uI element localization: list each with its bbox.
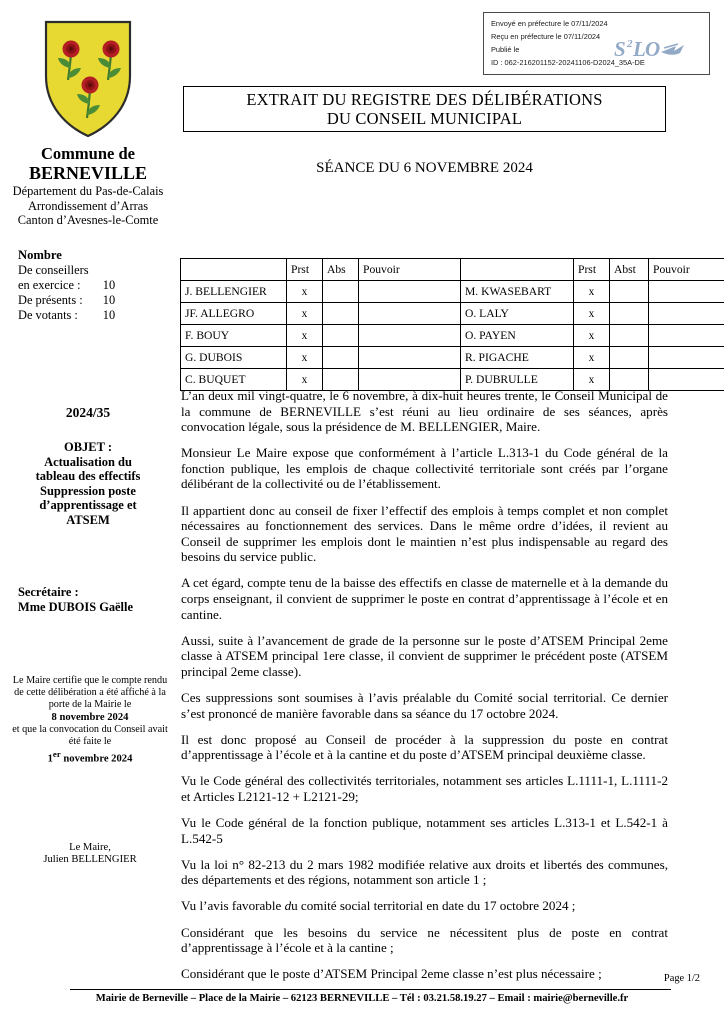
body-paragraph-3: Il appartient donc au conseil de fixer l’effectif des emplois à temps complet et non complet nécessaires au fonctionnement des services. Dans le même ordre d’idées, il revient au Conseil de supprimer les emplois dont le maintien n’est plus indispensable au regard des besoins du service public. — [181, 502, 668, 565]
count-label: De votants : — [18, 307, 78, 322]
secretary-label: Secrétaire : — [18, 585, 79, 599]
count-value: 10 — [102, 277, 116, 292]
body-paragraph-7: Il est donc proposé au Conseil de procéder à la suppression du poste en contrat d’apprentissage à l’école et à la cantine et du poste d’ATSEM principal deuxième classe. — [181, 731, 668, 763]
header-pouvoir-right: Pouvoir — [649, 259, 724, 281]
svg-text:O: O — [645, 37, 661, 61]
vu-avis-prefix: Vu l’avis favorable — [181, 898, 285, 914]
certification-text-1: Le Maire certifie que le compte rendu de cette délibération a été affiché à la porte de la Mairie le — [12, 675, 168, 711]
stamp-line-received: Reçu en préfecture le 07/11/2024 — [491, 32, 601, 41]
councillor-name-left: G. DUBOIS — [181, 347, 287, 369]
councillor-name-right: P. DUBRULLE — [461, 369, 574, 391]
councillor-name-right: M. KWASEBART — [461, 281, 574, 303]
table-row — [181, 281, 724, 303]
proxy-right — [649, 325, 724, 347]
page-number: Page 1/2 — [663, 973, 700, 984]
svg-text:L: L — [633, 37, 646, 61]
objet-label: OBJET : — [63, 440, 113, 454]
mayor-name: Julien BELLENGIER — [43, 854, 137, 866]
count-row-votants — [18, 308, 176, 323]
councillor-name-left: C. BUQUET — [181, 369, 287, 391]
body-paragraph-9: Vu le Code général de la fonction publique, notamment ses articles L.313-1 et L.542-1 à L.542-5 — [181, 815, 668, 846]
stamp-line-sent: Envoyé en préfecture le 07/11/2024 — [491, 19, 608, 28]
count-value: 10 — [102, 292, 116, 307]
absent-mark-right — [610, 303, 649, 325]
svg-text:2: 2 — [627, 38, 633, 50]
header-prst-right: Prst — [574, 259, 610, 281]
count-row-presents — [18, 293, 176, 308]
councillor-name-right: R. PIGACHE — [461, 347, 574, 369]
objet-line-3: Suppression poste — [40, 483, 136, 498]
present-mark-left: x — [287, 369, 323, 391]
table-header-row — [181, 259, 724, 281]
header-name-left — [181, 259, 287, 281]
svg-text:S: S — [614, 37, 626, 61]
present-mark-left: x — [287, 303, 323, 325]
table-row — [181, 303, 724, 325]
objet-line-5: ATSEM — [66, 512, 110, 527]
present-mark-right: x — [574, 303, 610, 325]
commune-prefix-label: Commune de — [41, 144, 135, 163]
footer-contact-text: Mairie de Berneville – Place de la Mairie – 62123 BERNEVILLE – Tél : 03.21.58.19.27 – Email : mairie@berneville.fr — [95, 993, 629, 1004]
councillor-counts-block — [0, 248, 176, 323]
stamp-line-published: Publié le — [491, 45, 520, 54]
convocation-month-year: novembre 2024 — [60, 753, 133, 765]
present-mark-right: x — [574, 325, 610, 347]
count-label: en exercice : — [18, 277, 81, 292]
body-paragraph-8: Vu le Code général des collectivités territoriales, notamment ses articles L.1111-1, L.1111-2 et Articles L2121-12 + L2121-29; — [181, 773, 668, 804]
absent-mark-left — [323, 303, 359, 325]
canton-label: Canton d’Avesnes-le-Comte — [17, 213, 159, 227]
objet-line-4: d’apprentissage et — [39, 498, 137, 513]
coat-of-arms-icon — [40, 18, 136, 140]
title-line-1: EXTRAIT DU REGISTRE DES DÉLIBÉRATIONS — [246, 90, 603, 109]
proxy-right — [649, 347, 724, 369]
body-paragraph-10: Vu la loi n° 82-213 du 2 mars 1982 modifiée relative aux droits et libertés des communes, des départements et des régions, notamment son article 1 ; — [181, 856, 668, 888]
secretary-name: Mme DUBOIS Gaëlle — [18, 599, 133, 614]
present-mark-right: x — [574, 281, 610, 303]
absent-mark-right — [610, 325, 649, 347]
deliberation-body — [181, 388, 668, 982]
vu-avis-italic-d: d — [284, 898, 292, 914]
commune-name-label: BERNEVILLE — [28, 163, 148, 183]
count-label: De présents : — [18, 292, 83, 307]
header-prst-left: Prst — [287, 259, 323, 281]
body-paragraph-6: Ces suppressions sont soumises à l’avis préalable du Comité social territorial. Ce dernier s’est prononcé de manière favorable dans sa séance du 17 octobre 2024. — [181, 690, 668, 721]
present-mark-left: x — [287, 325, 323, 347]
header-abs-left: Abs — [323, 259, 359, 281]
body-paragraph-13: Considérant que le poste d’ATSEM Principal 2eme classe n’est plus nécessaire ; — [181, 966, 602, 982]
certification-convocation-date — [10, 748, 170, 766]
objet-line-2: tableau des effectifs — [35, 469, 141, 484]
vu-avis-suffix: u comité social territorial en date du 17 octobre 2024 ; — [291, 898, 576, 914]
count-row-en-exercice — [18, 278, 176, 293]
proxy-right — [649, 281, 724, 303]
councillor-name-right: O. LALY — [461, 303, 574, 325]
councillor-name-left: F. BOUY — [181, 325, 287, 347]
departement-label: Département du Pas-de-Calais — [12, 184, 164, 198]
body-paragraph-11 — [181, 898, 668, 914]
absent-mark-right — [610, 281, 649, 303]
header-pouvoir-left: Pouvoir — [359, 259, 461, 281]
body-paragraph-1: L’an deux mil vingt-quatre, le 6 novembre, à dix-huit heures trente, le Conseil Municipal de la commune de BERNEVILLE s’est réuni au lieu ordinaire de ses séances, après convocation légale, sous la présidence de M. BELLENGIER, Maire. — [181, 388, 668, 435]
count-value: 10 — [102, 307, 116, 322]
objet-block — [0, 440, 176, 528]
proxy-right — [649, 303, 724, 325]
councillor-name-left: J. BELLENGIER — [181, 281, 287, 303]
absent-mark-right — [610, 347, 649, 369]
nombre-subtitle: De conseillers — [18, 262, 89, 277]
prefecture-stamp-box — [483, 12, 710, 75]
sidebar — [0, 18, 176, 323]
body-paragraph-12: Considérant que les besoins du service ne nécessitent plus de poste en contrat d’apprentissage à l’école et à la cantine ; — [181, 924, 668, 956]
councillor-name-left: JF. ALLEGRO — [181, 303, 287, 325]
posting-certification-block — [10, 675, 170, 766]
present-mark-right: x — [574, 369, 610, 391]
secretary-block — [18, 585, 176, 614]
header-abst-right: Abst — [610, 259, 649, 281]
nombre-title: Nombre — [18, 247, 62, 262]
arrondissement-label: Arrondissement d’Arras — [27, 198, 149, 213]
absent-mark-left — [323, 325, 359, 347]
body-paragraph-5: Aussi, suite à l’avancement de grade de la personne sur le poste d’ATSEM Principal 2eme classe à ATSEM principal 1ere classe, il convient de supprimer le précédent poste (ATSEM principal 2eme classe). — [181, 632, 668, 679]
title-line-2: DU CONSEIL MUNICIPAL — [326, 109, 523, 128]
present-mark-left: x — [287, 281, 323, 303]
absent-mark-left — [323, 347, 359, 369]
present-mark-left: x — [287, 347, 323, 369]
proxy-left — [359, 303, 461, 325]
deliberation-number: 2024/35 — [65, 405, 111, 420]
header-name-right — [461, 259, 574, 281]
mayor-label: Le Maire, — [69, 842, 111, 853]
councillor-name-right: O. PAYEN — [461, 325, 574, 347]
footer-divider — [70, 989, 671, 990]
stamp-line-id: ID : 062-216201152-20241106-D2024_35A-DE — [491, 58, 645, 67]
proxy-left — [359, 281, 461, 303]
certification-text-2: et que la convocation du Conseil avait été faite le — [12, 723, 168, 748]
proxy-left — [359, 325, 461, 347]
document-title-box — [183, 86, 666, 132]
convocation-day-suffix: er — [52, 749, 61, 760]
table-row — [181, 325, 724, 347]
objet-line-1: Actualisation du — [44, 454, 132, 469]
body-paragraph-4: A cet égard, compte tenu de la baisse des effectifs en classe de maternelle et à la demande du corps enseignant, il convient de supprimer le poste en contrat d’apprentissage à l’école et en cantine. — [181, 575, 668, 622]
convocation-day: 1 — [47, 753, 53, 765]
mayor-signature-block — [10, 842, 170, 867]
absent-mark-left — [323, 281, 359, 303]
session-date-heading: SÉANCE DU 6 NOVEMBRE 2024 — [316, 160, 533, 176]
commune-identity-block — [0, 144, 176, 228]
proxy-left — [359, 347, 461, 369]
present-mark-right: x — [574, 347, 610, 369]
attendance-table — [180, 258, 724, 391]
certification-posting-date: 8 novembre 2024 — [51, 711, 129, 723]
body-paragraph-2: Monsieur Le Maire expose que conformément à l’article L.313-1 du Code général de la fonction publique, les emplois de chaque collectivité territoriale sont créés par l’organe délibérant de la collectivité ou de l’établissement. — [181, 445, 668, 492]
table-row — [181, 347, 724, 369]
